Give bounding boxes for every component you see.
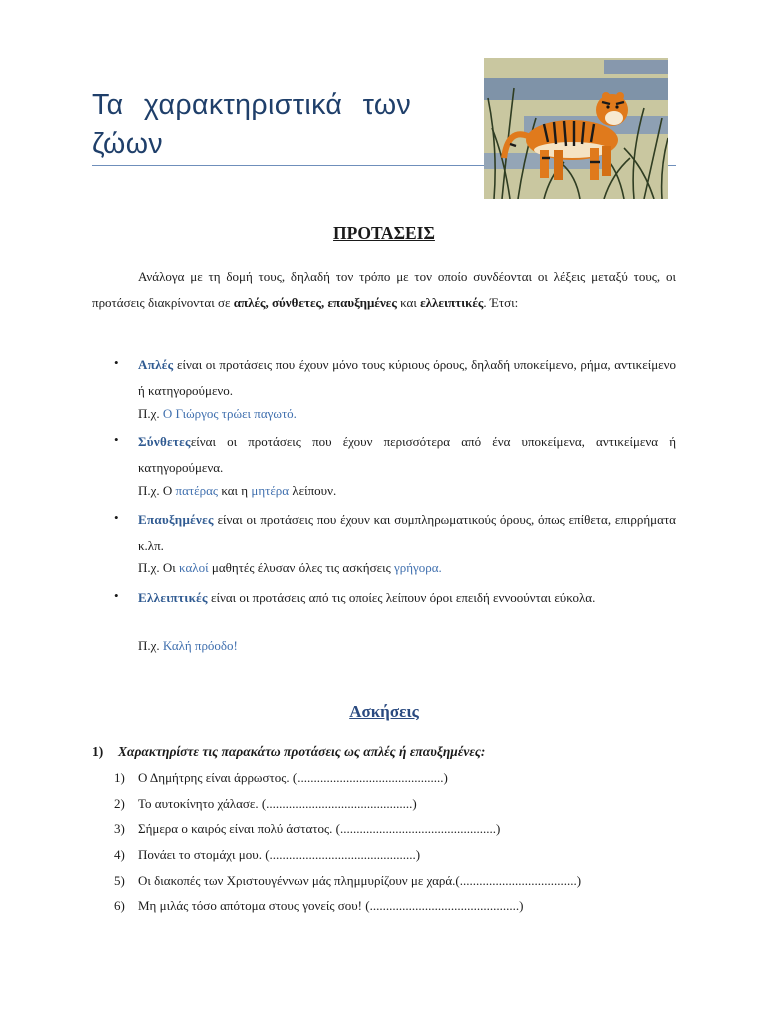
- list-item-simple: [138, 352, 676, 403]
- tiger-illustration: [484, 58, 668, 199]
- example-prefix: Π.χ. Ο: [138, 483, 176, 498]
- exercise-sentence: [114, 821, 500, 837]
- definition-elliptical: είναι οι προτάσεις από τις οποίες λείπουν όροι επειδή εννοούνται εύκολα.: [207, 590, 596, 605]
- sentence-number: 6): [114, 898, 125, 913]
- sentence-number: 2): [114, 796, 125, 811]
- sentence-number: 4): [114, 847, 125, 862]
- example-prefix: Π.χ. Οι: [138, 560, 180, 575]
- example-word: καλοί: [179, 560, 209, 575]
- section-title: ΠΡΟΤΑΣΕΙΣ: [333, 223, 435, 243]
- question-number: 1): [92, 744, 104, 759]
- bullet-icon: •: [114, 355, 119, 370]
- exercises-title: Ασκήσεις: [349, 702, 419, 721]
- bullet-icon: •: [114, 588, 119, 603]
- example-word: γρήγορα.: [393, 560, 442, 575]
- intro-text: Ανάλογα με τη δομή τους, δηλαδή τον τρόπο με τον οποίο συνδέονται οι λέξεις μεταξύ τους, οι προτάσεις διακρίνονται σε: [92, 269, 676, 310]
- exercise-sentence: [114, 770, 448, 786]
- sentence-number: 3): [114, 821, 125, 836]
- example-text: Καλή πρόοδο!: [162, 638, 238, 653]
- example-text: Ο Γιώργος τρώει παγωτό.: [162, 406, 297, 421]
- example-compound: [138, 483, 336, 499]
- term-compound: Σύνθετες: [138, 434, 191, 449]
- exercise-sentence: [114, 796, 417, 812]
- sentence-text: Ο Δημήτρης είναι άρρωστος. (.............................................): [138, 770, 448, 785]
- bullet-icon: •: [114, 432, 119, 447]
- intro-conjunction: και: [396, 294, 421, 310]
- example-simple: [138, 406, 297, 422]
- example-word: μητέρα: [251, 483, 290, 498]
- list-item-compound: [138, 429, 676, 480]
- example-elliptical: [138, 638, 238, 654]
- sentence-text: Σήμερα ο καιρός είναι πολύ άστατος. (................................................): [138, 821, 501, 836]
- question-text: Χαρακτηρίστε τις παρακάτω προτάσεις ως απλές ή επαυξημένες:: [118, 744, 486, 759]
- exercise-sentence: [114, 847, 420, 863]
- bullet-icon: •: [114, 510, 119, 525]
- example-text: μαθητές έλυσαν όλες τις ασκήσεις: [208, 560, 394, 575]
- sentence-number: 1): [114, 770, 125, 785]
- exercise-sentence: [114, 898, 523, 914]
- term-simple: Απλές: [138, 357, 174, 372]
- list-item-extended: [138, 507, 676, 558]
- sentence-text: Το αυτοκίνητο χάλασε. (.............................................): [138, 796, 417, 811]
- sentence-text: Οι διακοπές των Χριστουγέννων μάς πλημμυρίζουν με χαρά.(....................................): [138, 873, 582, 888]
- tiger-icon: [484, 58, 668, 199]
- definition-extended: είναι οι προτάσεις που έχουν και συμπληρωματικούς όρους, όπως επίθετα, επιρρήματα κ.λπ.: [138, 512, 676, 553]
- sentence-text: Μη μιλάς τόσο απότομα στους γονείς σου! (..............................................): [138, 898, 524, 913]
- intro-paragraph: [92, 264, 676, 315]
- example-extended: [138, 560, 442, 576]
- example-prefix: Π.χ.: [138, 638, 163, 653]
- exercise-question: [92, 744, 485, 760]
- example-text: λείπουν.: [289, 483, 337, 498]
- example-word: πατέρας: [175, 483, 219, 498]
- intro-keywords: απλές, σύνθετες, επαυξημένες: [233, 294, 397, 310]
- term-extended: Επαυξημένες: [138, 512, 214, 527]
- definition-simple: είναι οι προτάσεις που έχουν μόνο τους κύριους όρους, δηλαδή υποκείμενο, ρήμα, αντικείμενο ή κατηγορούμενο.: [138, 357, 676, 398]
- intro-end: . Έτσι:: [483, 294, 519, 310]
- example-prefix: Π.χ.: [138, 406, 163, 421]
- definition-compound: είναι οι προτάσεις που έχουν περισσότερα από ένα υποκείμενα, αντικείμενα ή κατηγορούμενα.: [138, 434, 676, 475]
- list-item-elliptical: [138, 585, 676, 611]
- page-title: Τα χαρακτηριστικά των ζώων: [92, 89, 412, 160]
- term-elliptical: Ελλειπτικές: [138, 590, 208, 605]
- intro-keyword-elliptical: ελλειπτικές: [420, 294, 484, 310]
- sentence-text: Πονάει το στομάχι μου. (.............................................): [138, 847, 421, 862]
- sentence-number: 5): [114, 873, 125, 888]
- exercise-sentence: [114, 873, 581, 889]
- example-text: και η: [218, 483, 252, 498]
